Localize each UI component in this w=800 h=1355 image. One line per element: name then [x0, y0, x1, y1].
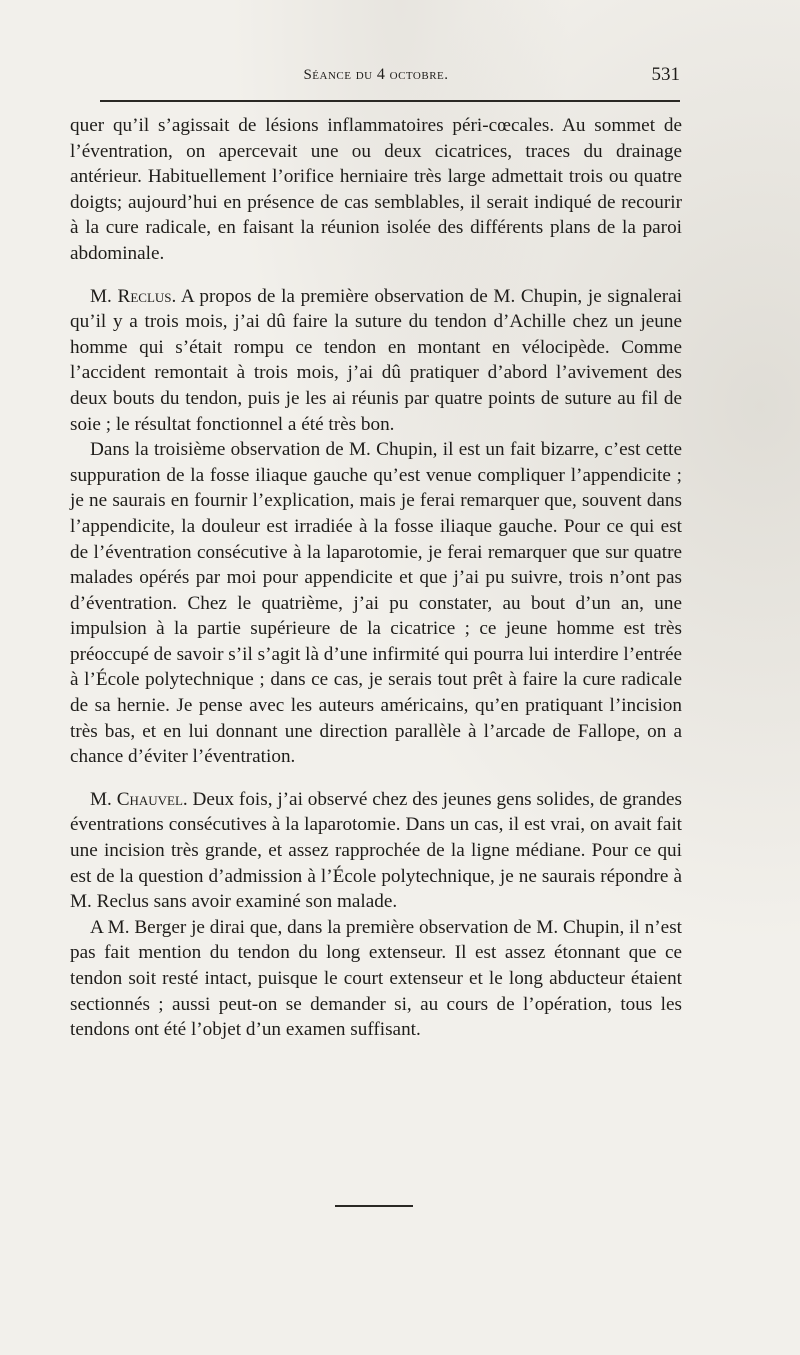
paragraph-text: . Deux fois, j’ai observé chez des jeunes gens solides, de grandes éventrations consécutives à la laparotomie. Dans un cas, il est vrai, on avait fait une incision très grande, et assez rapprochée de la ligne médiane. Pour ce qui est de la question d’admission à l’École polytechnique, je ne saurais répondre à M. Reclus sans avoir examiné son malade. [70, 788, 682, 913]
paragraph-berger: A M. Berger je dirai que, dans la première observation de M. Chupin, il n’est pas fait mention du tendon du long extenseur. Il est assez étonnant que ce tendon soit resté intact, puisque le court extenseur et le long abducteur étaient sectionnés ; aussi peut-on se demander si, au cours de l’opération, tous les tendons ont été l’objet d’un examen suffisant. [70, 916, 682, 1041]
speaker-prefix: M. [90, 285, 118, 307]
page-header [70, 64, 682, 88]
paragraph-text: . A propos de la première observation de M. Chupin, je signalerai qu’il y a trois mois, j’ai dû faire la suture du tendon d’Achille chez un jeune homme qui s’était rompu ce tendon en montant en vélocipède. Comme l’accident remontait à trois mois, j’ai dû pratiquer d’abord l’avivement des deux bouts du tendon, puis je les ai réunis par quatre points de suture au fil de soie ; le résultat fonctionnel a été très bon. [70, 285, 682, 435]
running-head-number: 4 [376, 66, 386, 83]
speaker-name: Reclus [117, 285, 172, 307]
paragraph-continuation: quer qu’il s’agissait de lésions inflammatoires péri-cœcales. Au sommet de l’éventration, on apercevait une ou deux cicatrices, traces du drainage antérieur. Habituellement l’orifice herniaire très large admettait trois ou quatre doigts; aujourd’hui en présence de cas semblables, il serait indiqué de recourir à la cure radicale, en faisant la réunion isolée des différents plans de la paroi abdominale. [70, 115, 682, 264]
paragraph-reclus [70, 284, 682, 438]
end-rule [335, 1205, 413, 1207]
speaker-prefix: M. [90, 788, 117, 810]
speaker-name: Chauvel [116, 788, 183, 810]
page-number: 531 [651, 64, 680, 85]
paragraph-troisieme-observation: Dans la troisième observation de M. Chupin, il est un fait bizarre, c’est cette suppuration de la fosse iliaque gauche qu’est venue compliquer l’appendicite ; je ne saurais en fournir l’explication, mais je ferai remarquer que, souvent dans l’appendicite, la douleur est irradiée à la fosse iliaque gauche. Pour ce qui est de l’éventration consécutive à la laparotomie, je ferai remarquer que sur quatre malades opérés par moi pour appendicite et que j’ai pu suivre, trois n’ont pas d’éventration. Chez le quatrième, j’ai pu constater, au bout d’un an, une impulsion à la partie supérieure de la cicatrice ; ce jeune homme est très préoccupé de savoir s’il s’agit là d’une infirmité qui pourra lui interdire l’entrée à l’École polytechnique ; dans ce cas, je serais tout prêt à faire la cure radicale de sa hernie. Je pense avec les auteurs américains, qu’en pratiquant l’incision très bas, et en lui donnant une direction parallèle à l’arcade de Fallope, on a chance d’éviter l’éventration. [70, 439, 682, 768]
running-head [70, 66, 682, 84]
paragraph-chauvel [70, 787, 682, 915]
running-head-post: octobre. [385, 67, 449, 83]
header-rule [100, 100, 680, 102]
body-text [70, 113, 682, 1043]
running-head-pre: Séance du [303, 67, 377, 83]
